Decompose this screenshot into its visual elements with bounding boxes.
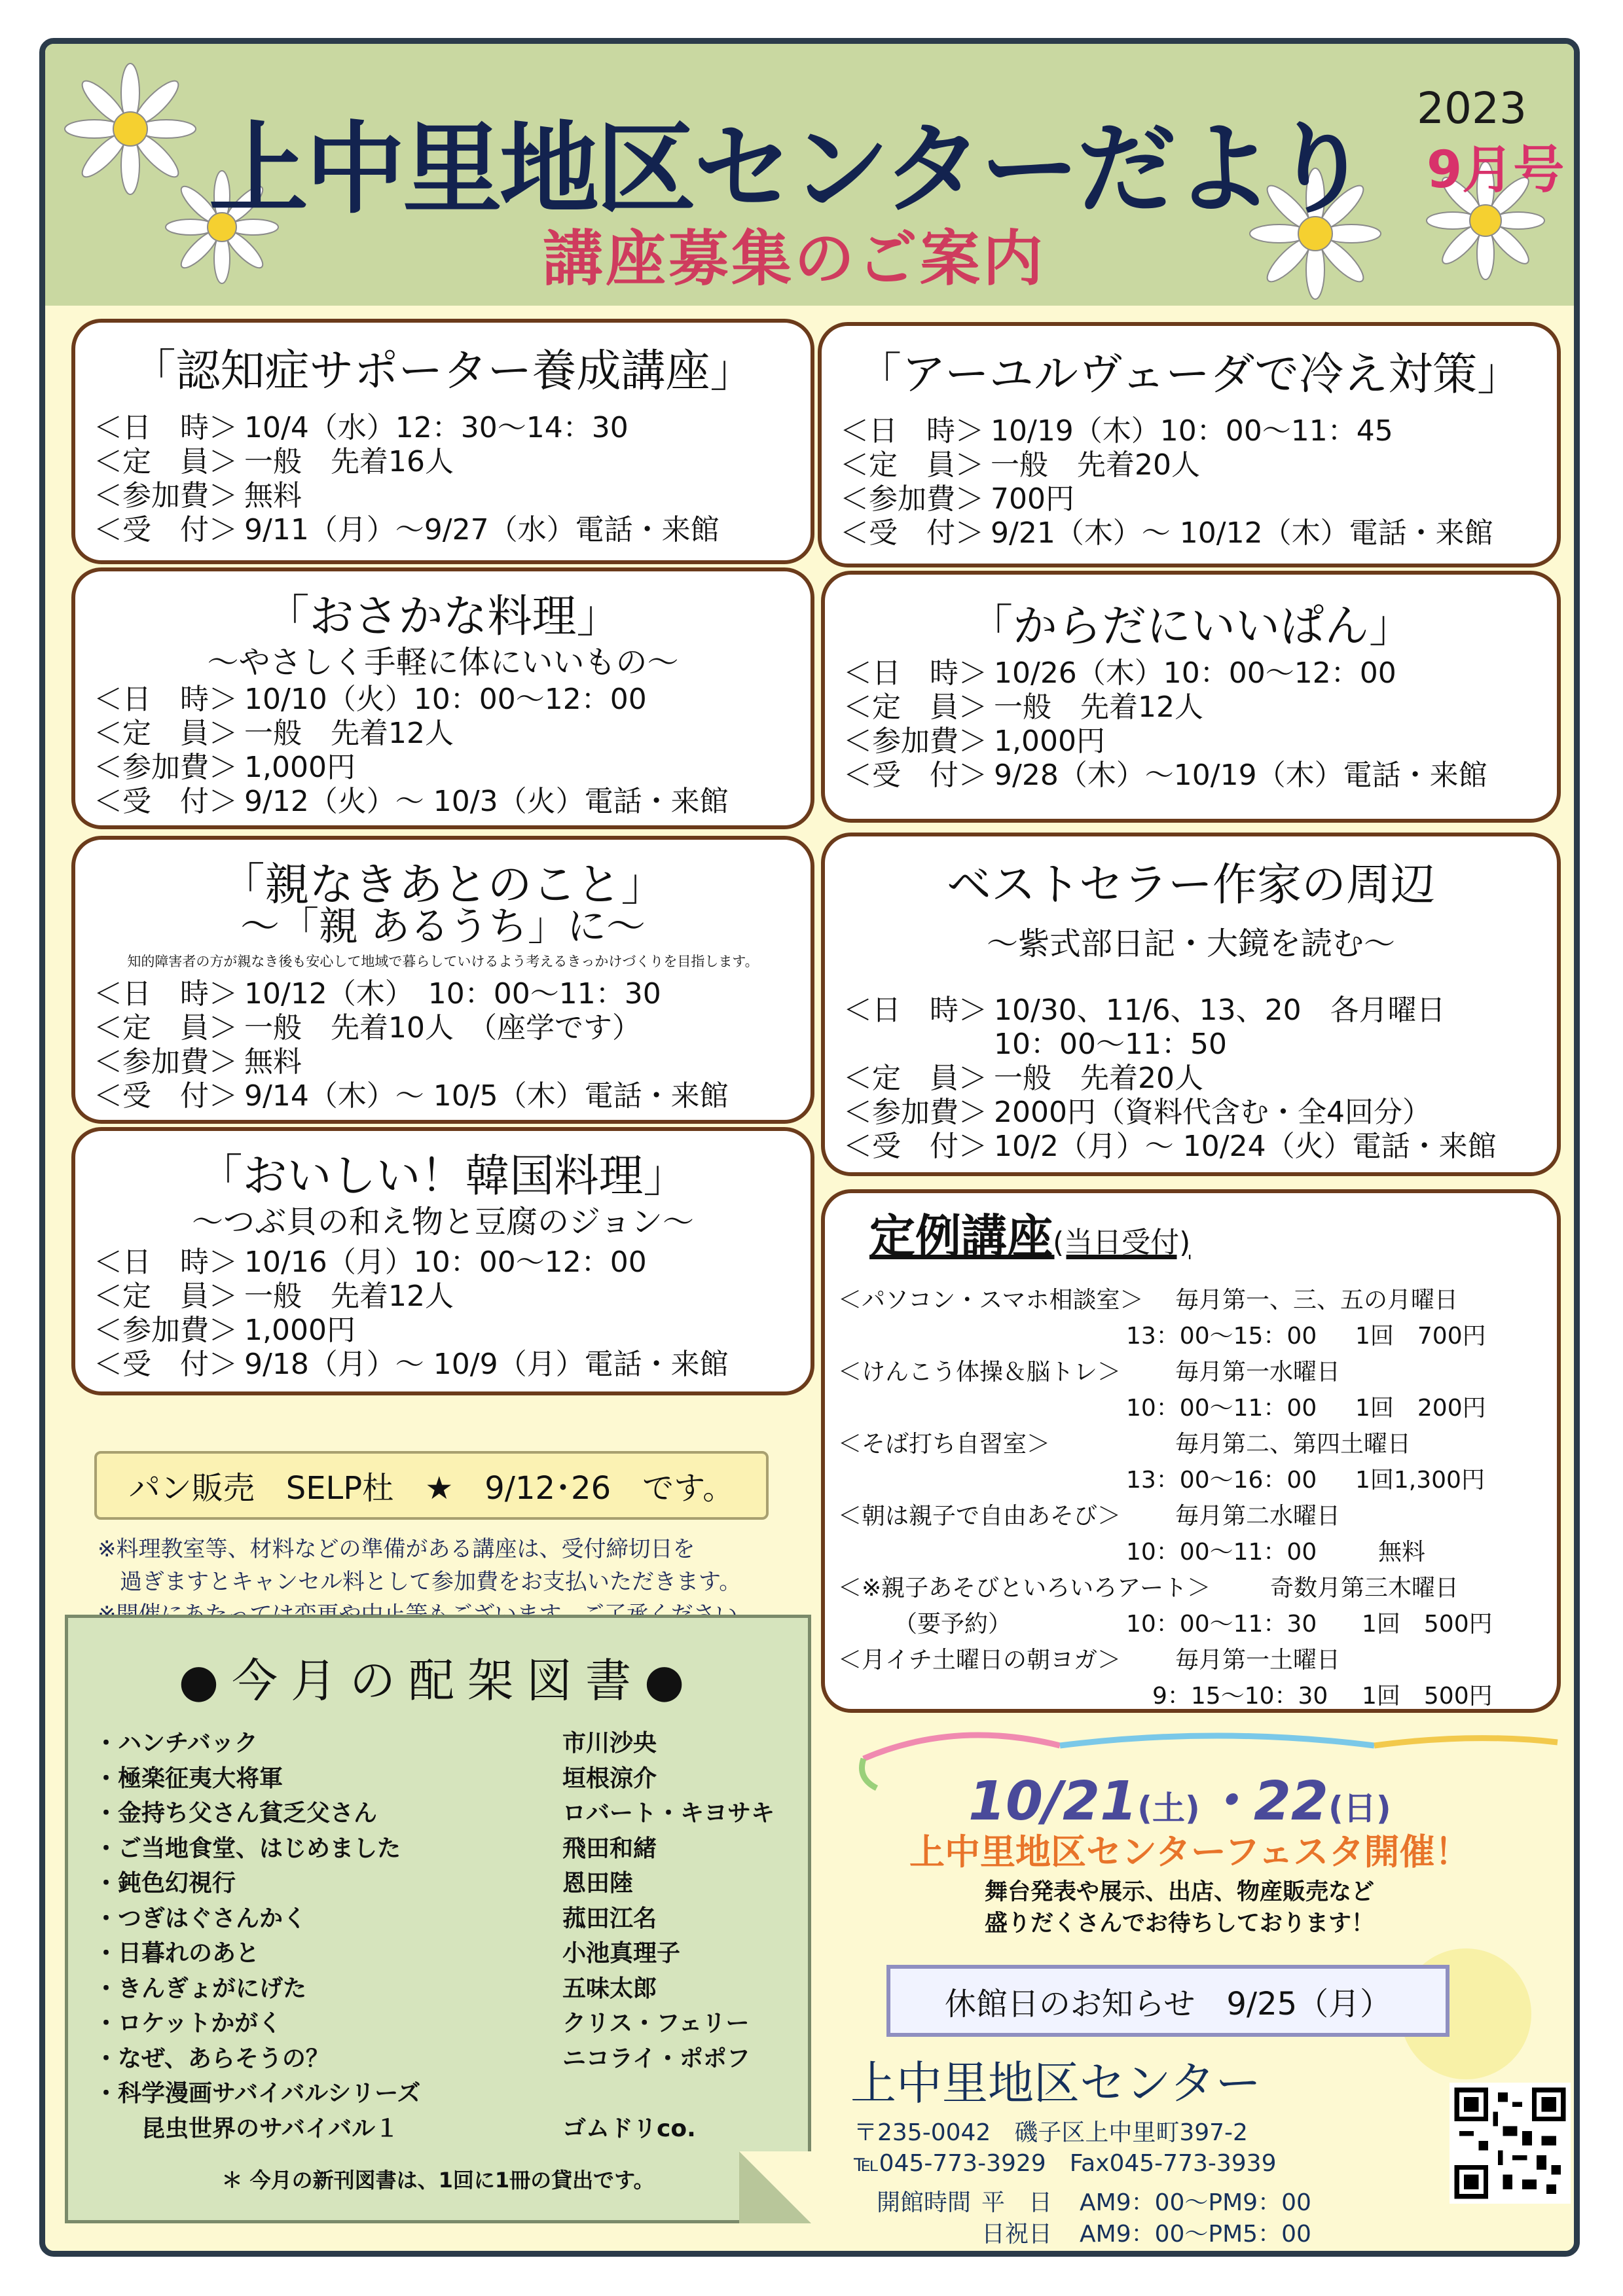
label-capacity: ＜定 員＞	[843, 691, 987, 724]
book-title: ・つぎはぐさんかく	[94, 1905, 307, 1932]
books-heading: ●今月の配架図書●	[178, 1654, 698, 1708]
course-capacity: 一般 先着12人	[244, 1280, 454, 1313]
center-phone-fax: ℡045-773-3929 Fax045-773-3939	[854, 2150, 1277, 2177]
regular-title-text: 定例講座	[869, 1210, 1053, 1263]
book-title: ・金持ち父さん貧乏父さん	[94, 1800, 378, 1827]
festa-desc-line-1: 舞台発表や展示、出店、物産販売など	[985, 1879, 1375, 1905]
label-capacity: ＜定 員＞	[94, 1280, 238, 1313]
regular-item-name: ＜朝は親子で自由あそび＞	[838, 1503, 1122, 1530]
center-address	[854, 2117, 1277, 2179]
label-datetime: ＜日 時＞	[94, 1246, 238, 1279]
book-author: ニコライ・ポポフ	[562, 2045, 750, 2072]
book-item	[94, 1901, 788, 1937]
festa-description	[985, 1876, 1374, 1939]
newsletter-frame	[39, 38, 1580, 2257]
newsletter-subtitle: 講座募集のご案内	[543, 224, 1046, 294]
label-datetime: ＜日 時＞	[94, 683, 238, 716]
label-reception: ＜受 付＞	[843, 759, 987, 792]
festa-date-separator: ・	[1199, 1770, 1254, 1833]
course-reception: 9/11（月）～9/27（水）電話・来館	[244, 513, 720, 547]
course-subtitle: ～紫式部日記・大鏡を読む～	[986, 925, 1395, 962]
regular-item-time: 10：00～11：30	[1126, 1611, 1317, 1638]
course-info	[843, 656, 1487, 793]
label-fee: ＜参加費＞	[843, 1096, 987, 1129]
label-datetime: ＜日 時＞	[840, 414, 984, 448]
header-banner	[45, 44, 1574, 306]
festa-day-2: (日)	[1328, 1789, 1391, 1827]
label-datetime: ＜日 時＞	[94, 411, 238, 444]
course-info	[94, 411, 720, 547]
label-datetime: ＜日 時＞	[843, 994, 987, 1027]
course-capacity: 一般 先着12人	[994, 691, 1203, 724]
course-title: 「からだにいいぱん」	[968, 601, 1413, 653]
book-item	[94, 2006, 788, 2041]
course-title: 「おいしい！韓国料理」	[198, 1151, 688, 1202]
book-author: 小池真理子	[562, 1940, 681, 1967]
course-subtitle: ～やさしく手軽に体にいいもの～	[207, 644, 679, 681]
regular-item-schedule: 毎月第二、第四土曜日	[1175, 1431, 1412, 1458]
book-author: 垣根涼介	[562, 1765, 657, 1792]
book-title: ・ロケットかがく	[94, 2010, 282, 2037]
regular-item-time: 10：00～11：00	[1126, 1395, 1317, 1422]
festa-title: 上中里地区センターフェスタ開催！	[909, 1831, 1470, 1873]
book-item	[94, 1971, 788, 2007]
regular-title-note: (当日受付)	[1053, 1226, 1191, 1259]
label-reception: ＜受 付＞	[94, 513, 238, 547]
book-item	[94, 1831, 788, 1867]
course-fee: 1,000円	[244, 751, 356, 784]
festa-desc-line-2: 盛りだくさんでお待ちしております！	[985, 1910, 1375, 1937]
book-title: ・科学漫画サバイバルシリーズ	[94, 2080, 421, 2107]
course-reception: 9/12（火）～ 10/3（火）電話・来館	[244, 785, 729, 818]
course-datetime: 10/12（木） 10：00～11：30	[244, 977, 661, 1011]
course-capacity: 一般 先着12人	[244, 717, 454, 750]
regular-item-fee: 1回 500円	[1362, 1683, 1493, 1710]
book-item	[94, 2076, 788, 2111]
holiday-hours: AM9：00～PM5：00	[1080, 2221, 1311, 2248]
course-info	[843, 994, 1497, 1164]
course-info	[840, 414, 1493, 550]
label-reception: ＜受 付＞	[94, 785, 238, 818]
issue-month: 9月号	[1427, 141, 1565, 200]
book-item	[94, 1796, 788, 1831]
label-fee: ＜参加費＞	[94, 1314, 238, 1347]
label-fee: ＜参加費＞	[94, 751, 238, 784]
course-capacity: 一般 先着20人	[991, 448, 1200, 482]
holiday-label: 日祝日	[981, 2221, 1053, 2248]
course-reception: 9/18（月）～ 10/9（月）電話・来館	[244, 1348, 729, 1381]
course-card-parents	[71, 836, 814, 1124]
book-author: 市川沙央	[562, 1730, 657, 1757]
book-title: ・日暮れのあと	[94, 1940, 260, 1967]
course-capacity: 一般 先着20人	[994, 1062, 1203, 1095]
course-note: 知的障害者の方が親なき後も安心して地域で暮らしていけるよう考えるきっかけづくりを目指します。	[127, 954, 759, 969]
course-datetime: 10/19（木）10：00～11：45	[991, 414, 1393, 448]
course-title: ベストセラー作家の周辺	[947, 859, 1435, 911]
course-datetime-time: 10：00～11：50	[994, 1028, 1227, 1061]
book-author: 菰田江名	[562, 1905, 657, 1932]
book-author: 恩田陸	[562, 1870, 634, 1897]
course-card-dementia	[71, 319, 814, 564]
book-title: ・なぜ、あらそうの？	[94, 2045, 329, 2072]
regular-item-name: ＜けんこう体操＆脳トレ＞	[838, 1359, 1122, 1386]
note-line-1: ※料理教室等、材料などの準備がある講座は、受付締切日を	[98, 1536, 695, 1562]
course-reception: 9/21（木）～ 10/12（木）電話・来館	[991, 516, 1493, 550]
book-item	[94, 2111, 788, 2147]
label-capacity: ＜定 員＞	[843, 1062, 987, 1095]
closed-day-notice: 休館日のお知らせ 9/25（月）	[886, 1965, 1450, 2037]
course-capacity: 一般 先着16人	[244, 445, 454, 478]
course-datetime: 10/16（月）10：00～12：00	[244, 1246, 647, 1279]
course-reception: 10/2（月）～ 10/24（火）電話・来館	[994, 1130, 1497, 1163]
book-item	[94, 2041, 788, 2077]
label-datetime: ＜日 時＞	[843, 656, 987, 690]
regular-classes-title	[869, 1200, 1190, 1266]
course-title: 「アーユルヴェーダで冷え対策」	[856, 349, 1522, 401]
regular-item-time: 13：00～16：00	[1126, 1467, 1317, 1494]
label-reception: ＜受 付＞	[94, 1079, 238, 1113]
course-info	[94, 683, 729, 819]
regular-item-fee: 1回 200円	[1355, 1395, 1486, 1422]
label-reception: ＜受 付＞	[840, 516, 984, 550]
course-fee: 700円	[991, 482, 1074, 516]
book-item	[94, 1936, 788, 1971]
book-author: ゴムドリco.	[562, 2115, 696, 2142]
regular-item-time: 10：00～11：00	[1126, 1539, 1317, 1566]
book-item	[94, 1866, 788, 1901]
label-fee: ＜参加費＞	[94, 479, 238, 512]
book-author: クリス・フェリー	[562, 2010, 750, 2037]
regular-item-reservation: （要予約）	[894, 1611, 1012, 1638]
regular-item-schedule: 奇数月第三木曜日	[1270, 1575, 1459, 1602]
regular-item-fee: 無料	[1378, 1539, 1426, 1566]
festa-date-1: 10/21	[968, 1770, 1138, 1833]
book-title: ・ご当地食堂、はじめました	[94, 1835, 401, 1862]
book-title: ・極楽征夷大将軍	[94, 1765, 283, 1792]
festa-day-1: (土)	[1137, 1789, 1200, 1827]
label-reception: ＜受 付＞	[94, 1348, 238, 1381]
label-capacity: ＜定 員＞	[94, 445, 238, 478]
book-item	[94, 1726, 788, 1761]
newsletter-title: 上中里地区センターだより	[209, 111, 1368, 227]
book-author: ロバート・キヨサキ	[562, 1800, 775, 1827]
course-title: 「おさかな料理」	[264, 591, 621, 643]
book-title: 昆虫世界のサバイバル１	[94, 2115, 399, 2142]
weekday-label: 平 日	[981, 2189, 1053, 2216]
weekday-hours: AM9：00～PM9：00	[1080, 2189, 1311, 2216]
page-curl-decoration	[739, 2151, 811, 2223]
regular-item-time: 13：00～15：00	[1126, 1323, 1317, 1350]
course-capacity: 一般 先着10人 （座学です）	[244, 1011, 641, 1045]
books-list	[94, 1726, 788, 2146]
note-line-2: 過ぎますとキャンセル料として参加費をお支払いただきます。	[120, 1569, 742, 1595]
course-card-bread	[821, 571, 1561, 823]
regular-item-schedule: 毎月第一土曜日	[1175, 1647, 1341, 1674]
course-title: 「親なきあとのこと」	[220, 859, 666, 911]
course-info	[94, 977, 729, 1113]
qr-code	[1450, 2083, 1571, 2204]
course-datetime: 10/30、11/6、13、20 各月曜日	[994, 994, 1446, 1027]
course-reception: 9/28（木）～10/19（木）電話・来館	[994, 759, 1487, 792]
course-datetime: 10/26（木）10：00～12：00	[994, 656, 1396, 690]
book-item	[94, 1761, 788, 1797]
regular-item-name: ＜そば打ち自習室＞	[838, 1431, 1051, 1458]
course-title: 「認知症サポーター養成講座」	[131, 346, 755, 397]
course-fee: 1,000円	[994, 725, 1105, 758]
regular-classes-card	[821, 1189, 1561, 1713]
course-reception: 9/14（木）～ 10/5（木）電話・来館	[244, 1079, 729, 1113]
book-author: 飛田和緒	[562, 1835, 657, 1862]
book-author: 五味太郎	[562, 1975, 657, 2002]
book-title: ・ハンチバック	[94, 1730, 258, 1757]
center-postal: 〒235-0042 磯子区上中里町397-2	[854, 2119, 1248, 2146]
regular-item-time: 9：15～10：30	[1152, 1683, 1328, 1710]
regular-item-schedule: 毎月第二水曜日	[1175, 1503, 1341, 1530]
regular-item-name: ＜月イチ土曜日の朝ヨガ＞	[838, 1647, 1122, 1674]
book-title: ・きんぎょがにげた	[94, 1975, 307, 2002]
regular-item-schedule: 毎月第一水曜日	[1175, 1359, 1341, 1386]
label-capacity: ＜定 員＞	[94, 717, 238, 750]
book-title: ・鈍色幻視行	[94, 1870, 236, 1897]
hours-label: 開館時間	[877, 2189, 972, 2216]
label-datetime: ＜日 時＞	[94, 977, 238, 1011]
course-datetime: 10/4（水）12：30～14：30	[244, 411, 629, 444]
course-fee: 無料	[244, 479, 302, 512]
monthly-books-panel	[65, 1615, 811, 2223]
regular-item-fee: 1回 700円	[1355, 1323, 1486, 1350]
label-fee: ＜参加費＞	[843, 725, 987, 758]
label-fee: ＜参加費＞	[94, 1045, 238, 1079]
course-fee: 無料	[244, 1045, 302, 1079]
issue-year: 2023	[1417, 83, 1527, 134]
course-info	[94, 1246, 729, 1382]
course-subtitle: ～つぶ貝の和え物と豆腐のジョン～	[191, 1204, 695, 1240]
regular-item-fee: 1回1,300円	[1355, 1467, 1485, 1494]
festa-date-2: 22	[1253, 1770, 1328, 1833]
course-card-fish	[71, 567, 814, 829]
label-capacity: ＜定 員＞	[840, 448, 984, 482]
label-fee: ＜参加費＞	[840, 482, 984, 516]
course-fee: 1,000円	[244, 1314, 356, 1347]
course-card-ayurveda	[818, 322, 1561, 567]
course-datetime: 10/10（火）10：00～12：00	[244, 683, 647, 716]
opening-hours	[877, 2187, 1311, 2250]
course-subtitle: ～「親 あるうち」に～	[240, 904, 646, 950]
bread-sale-banner: パン販売 SELP杜 ★ 9/12･26 です。	[94, 1451, 769, 1520]
course-card-korean	[71, 1127, 814, 1395]
label-capacity: ＜定 員＞	[94, 1011, 238, 1045]
label-reception: ＜受 付＞	[843, 1130, 987, 1163]
center-name: 上中里地区センター	[850, 2056, 1262, 2110]
regular-item-fee: 1回 500円	[1362, 1611, 1493, 1638]
course-card-bestseller	[821, 833, 1561, 1176]
regular-item-name: ＜※親子あそびといろいろアート＞	[838, 1575, 1211, 1602]
regular-item-name: ＜パソコン・スマホ相談室＞	[838, 1287, 1144, 1314]
regular-item-schedule: 毎月第一、三、五の月曜日	[1175, 1287, 1459, 1314]
books-footer: ＊ 今月の新刊図書は、1回に1冊の貸出です。	[221, 2168, 655, 2193]
course-fee: 2000円（資料代含む・全4回分）	[994, 1096, 1431, 1129]
